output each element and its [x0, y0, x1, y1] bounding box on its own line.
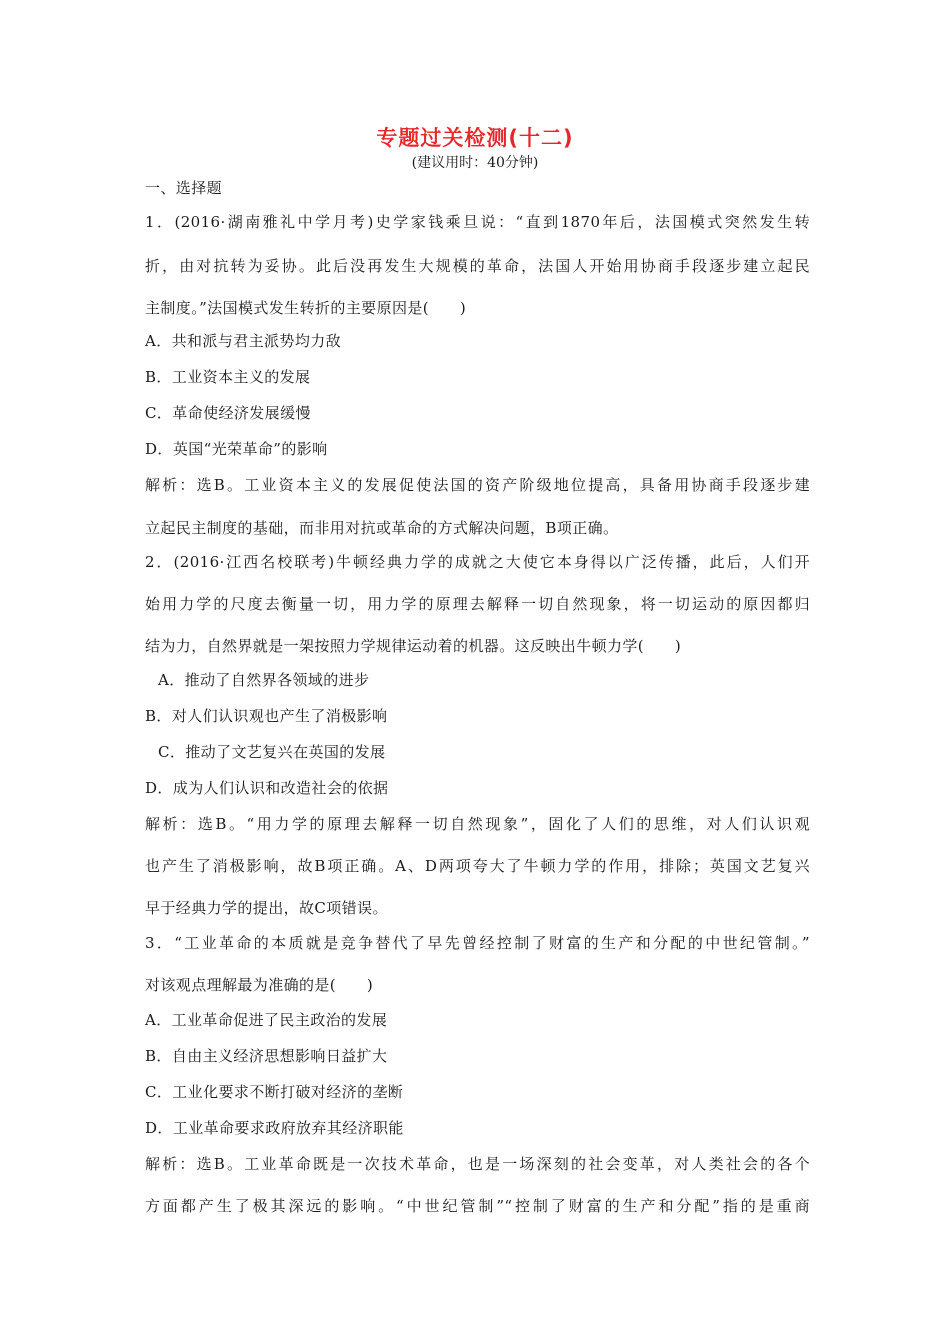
q3-analysis-line-2: 方面都产生了极其深远的影响。“中世纪管制”“控制了财富的生产和分配”指的是重商 — [145, 1197, 810, 1215]
q2-stem-line-2: 始用力学的尺度去衡量一切，用力学的原理去解释一切自然现象，将一切运动的原因都归 — [145, 595, 810, 613]
q1-stem-line-1: 1．(2016·湖南雅礼中学月考)史学家钱乘旦说：“直到1870年后，法国模式突然发生转 — [145, 213, 810, 231]
q3-option-a: A．工业革命促进了民主政治的发展 — [145, 1011, 388, 1029]
q2-analysis-line-3: 早于经典力学的提出，故C项错误。 — [145, 899, 388, 917]
page-title: 专题过关检测(十二) — [376, 126, 574, 150]
q1-analysis-line-1: 解析：选B。工业资本主义的发展促使法国的资产阶级地位提高，具备用协商手段逐步建 — [145, 476, 810, 494]
q2-option-c: C．推动了文艺复兴在英国的发展 — [158, 743, 386, 761]
q1-stem-line-3: 主制度。”法国模式发生转折的主要原因是( ) — [145, 299, 467, 317]
q3-option-c: C．工业化要求不断打破对经济的垄断 — [145, 1083, 404, 1101]
q3-stem-line-1: 3．“工业革命的本质就是竞争替代了早先曾经控制了财富的生产和分配的中世纪管制。” — [145, 934, 810, 952]
q3-stem-line-2: 对该观点理解最为准确的是( ) — [145, 976, 374, 994]
q2-option-d: D．成为人们认识和改造社会的依据 — [145, 779, 389, 797]
q1-option-b: B．工业资本主义的发展 — [145, 368, 311, 386]
section-heading: 一、选择题 — [145, 179, 223, 197]
q3-analysis-line-1: 解析：选B。工业革命既是一次技术革命，也是一场深刻的社会变革，对人类社会的各个 — [145, 1155, 810, 1173]
q3-option-b: B．自由主义经济思想影响日益扩大 — [145, 1047, 388, 1065]
q2-analysis-line-1: 解析：选B。“用力学的原理去解释一切自然现象”，固化了人们的思维，对人们认识观 — [145, 815, 810, 833]
q1-option-c: C．革命使经济发展缓慢 — [145, 404, 311, 422]
q2-analysis-line-2: 也产生了消极影响，故B项正确。A、D两项夸大了牛顿力学的作用，排除；英国文艺复兴 — [145, 857, 810, 875]
q1-stem-line-2: 折，由对抗转为妥协。此后没再发生大规模的革命，法国人开始用协商手段逐步建立起民 — [145, 257, 810, 275]
q2-option-b: B．对人们认识观也产生了消极影响 — [145, 707, 388, 725]
q2-stem-line-1: 2．(2016·江西名校联考)牛顿经典力学的成就之大使它本身得以广泛传播，此后，人们开 — [145, 553, 810, 571]
q3-option-d: D．工业革命要求政府放弃其经济职能 — [145, 1119, 404, 1137]
q1-option-d: D．英国“光荣革命”的影响 — [145, 440, 328, 458]
q2-stem-line-3: 结为力，自然界就是一架按照力学规律运动着的机器。这反映出牛顿力学( ) — [145, 637, 682, 655]
q1-option-a: A．共和派与君主派势均力敌 — [145, 332, 342, 350]
page-subtitle: (建议用时：40分钟) — [411, 155, 539, 171]
q1-analysis-line-2: 立起民主制度的基础，而非用对抗或革命的方式解决问题，B项正确。 — [145, 519, 619, 537]
q2-option-a: A．推动了自然界各领域的进步 — [158, 671, 370, 689]
